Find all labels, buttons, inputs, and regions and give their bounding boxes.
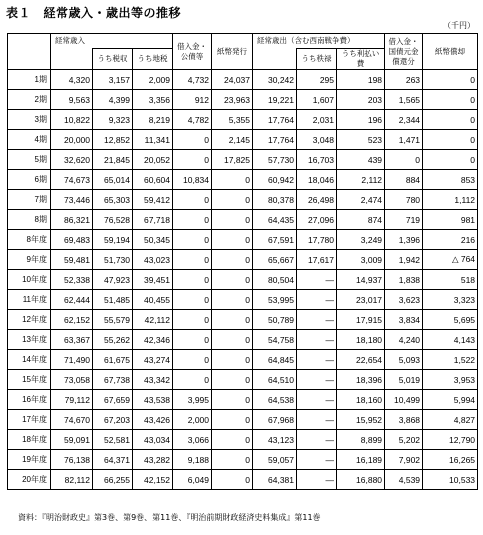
value-cell: 5,355 xyxy=(212,110,253,130)
value-cell: 17,780 xyxy=(297,230,337,250)
value-cell: 52,581 xyxy=(93,430,133,450)
value-cell: 10,533 xyxy=(423,470,478,490)
value-cell: 32,620 xyxy=(51,150,93,170)
value-cell: 981 xyxy=(423,210,478,230)
value-cell: 4,539 xyxy=(385,470,423,490)
tax-subheader: うち税収 xyxy=(93,49,133,70)
table-row xyxy=(8,70,478,90)
unit-label: （千円） xyxy=(443,21,475,30)
value-cell: 64,371 xyxy=(93,450,133,470)
value-cell: 18,180 xyxy=(337,330,385,350)
value-cell: 40,455 xyxy=(133,290,173,310)
period-cell: 4期 xyxy=(8,130,51,150)
value-cell: 874 xyxy=(337,210,385,230)
value-cell: 1,607 xyxy=(297,90,337,110)
value-cell: 198 xyxy=(337,70,385,90)
table-row xyxy=(8,90,478,110)
period-cell: 10年度 xyxy=(8,270,51,290)
table-row xyxy=(8,130,478,150)
value-cell: 15,952 xyxy=(337,410,385,430)
value-cell: 42,346 xyxy=(133,330,173,350)
value-cell: 0 xyxy=(212,470,253,490)
value-cell: 0 xyxy=(173,370,212,390)
value-cell: 61,675 xyxy=(93,350,133,370)
value-cell: 51,485 xyxy=(93,290,133,310)
value-cell: — xyxy=(297,390,337,410)
value-cell: 59,057 xyxy=(253,450,297,470)
value-cell: 69,483 xyxy=(51,230,93,250)
table-row xyxy=(8,430,478,450)
value-cell: 0 xyxy=(212,170,253,190)
value-cell: 853 xyxy=(423,170,478,190)
value-cell: 0 xyxy=(173,290,212,310)
value-cell: 518 xyxy=(423,270,478,290)
value-cell: 65,667 xyxy=(253,250,297,270)
value-cell: 65,014 xyxy=(93,170,133,190)
value-cell: 67,591 xyxy=(253,230,297,250)
fiscal-table xyxy=(7,33,478,490)
value-cell: 0 xyxy=(212,350,253,370)
value-cell: 65,303 xyxy=(93,190,133,210)
value-cell: 1,942 xyxy=(385,250,423,270)
value-cell: 0 xyxy=(212,450,253,470)
value-cell: 2,000 xyxy=(173,410,212,430)
value-cell: 64,538 xyxy=(253,390,297,410)
table-row xyxy=(8,190,478,210)
value-cell: 0 xyxy=(173,350,212,370)
value-cell: 1,565 xyxy=(385,90,423,110)
value-cell: 3,995 xyxy=(173,390,212,410)
value-cell: 196 xyxy=(337,110,385,130)
value-cell: 43,282 xyxy=(133,450,173,470)
period-cell: 14年度 xyxy=(8,350,51,370)
value-cell: 59,091 xyxy=(51,430,93,450)
value-cell: 5,019 xyxy=(385,370,423,390)
revenue-total-subheader xyxy=(51,49,93,70)
expenditure-header: 経常歳出（含む西南戦争費） xyxy=(253,34,385,49)
value-cell: 73,446 xyxy=(51,190,93,210)
value-cell: 67,659 xyxy=(93,390,133,410)
table-row xyxy=(8,230,478,250)
period-cell: 17年度 xyxy=(8,410,51,430)
value-cell: 884 xyxy=(385,170,423,190)
value-cell: 8,219 xyxy=(133,110,173,130)
table-title: 表１ 経常歳入・歳出等の推移 xyxy=(6,6,182,20)
value-cell: 5,093 xyxy=(385,350,423,370)
value-cell: 30,242 xyxy=(253,70,297,90)
value-cell: 80,504 xyxy=(253,270,297,290)
value-cell: 4,732 xyxy=(173,70,212,90)
value-cell: 64,435 xyxy=(253,210,297,230)
value-cell: 16,880 xyxy=(337,470,385,490)
value-cell: 52,338 xyxy=(51,270,93,290)
value-cell: 73,058 xyxy=(51,370,93,390)
value-cell: 43,123 xyxy=(253,430,297,450)
value-cell: 67,203 xyxy=(93,410,133,430)
value-cell: — xyxy=(297,310,337,330)
value-cell: 203 xyxy=(337,90,385,110)
value-cell: 0 xyxy=(173,150,212,170)
value-cell: 23,963 xyxy=(212,90,253,110)
value-cell: △ 764 xyxy=(423,250,478,270)
period-cell: 18年度 xyxy=(8,430,51,450)
value-cell: 0 xyxy=(212,210,253,230)
period-cell: 20年度 xyxy=(8,470,51,490)
value-cell: 0 xyxy=(212,270,253,290)
table-row xyxy=(8,450,478,470)
value-cell: 16,265 xyxy=(423,450,478,470)
value-cell: — xyxy=(297,270,337,290)
value-cell: 17,825 xyxy=(212,150,253,170)
value-cell: 50,789 xyxy=(253,310,297,330)
value-cell: 17,764 xyxy=(253,130,297,150)
value-cell: 0 xyxy=(173,210,212,230)
value-cell: 7,902 xyxy=(385,450,423,470)
value-cell: 3,157 xyxy=(93,70,133,90)
value-cell: 912 xyxy=(173,90,212,110)
value-cell: 3,249 xyxy=(337,230,385,250)
value-cell: 50,345 xyxy=(133,230,173,250)
value-cell: 3,834 xyxy=(385,310,423,330)
value-cell: 0 xyxy=(423,150,478,170)
value-cell: 43,274 xyxy=(133,350,173,370)
value-cell: 16,703 xyxy=(297,150,337,170)
value-cell: 2,031 xyxy=(297,110,337,130)
value-cell: 55,579 xyxy=(93,310,133,330)
value-cell: 439 xyxy=(337,150,385,170)
period-cell: 6期 xyxy=(8,170,51,190)
value-cell: 0 xyxy=(212,290,253,310)
value-cell: 67,968 xyxy=(253,410,297,430)
value-cell: 2,112 xyxy=(337,170,385,190)
value-cell: 43,426 xyxy=(133,410,173,430)
table-row xyxy=(8,370,478,390)
value-cell: 0 xyxy=(212,430,253,450)
value-cell: 0 xyxy=(212,390,253,410)
value-cell: 43,538 xyxy=(133,390,173,410)
value-cell: 8,899 xyxy=(337,430,385,450)
value-cell: — xyxy=(297,290,337,310)
value-cell: 3,323 xyxy=(423,290,478,310)
value-cell: — xyxy=(297,430,337,450)
source-note: 資料：『明治財政史』第3巻、第9巻、第11巻、『明治前期財政経済史料集成』第11巻 xyxy=(18,513,321,522)
stipend-subheader: うち秩禄 xyxy=(297,49,337,70)
period-header xyxy=(8,34,51,70)
table-row xyxy=(8,410,478,430)
table-row xyxy=(8,150,478,170)
value-cell: 0 xyxy=(212,190,253,210)
period-cell: 12年度 xyxy=(8,310,51,330)
table-row xyxy=(8,270,478,290)
value-cell: 26,498 xyxy=(297,190,337,210)
value-cell: 4,782 xyxy=(173,110,212,130)
value-cell: 216 xyxy=(423,230,478,250)
value-cell: 5,202 xyxy=(385,430,423,450)
value-cell: 0 xyxy=(423,130,478,150)
value-cell: 9,323 xyxy=(93,110,133,130)
value-cell: 19,221 xyxy=(253,90,297,110)
period-cell: 16年度 xyxy=(8,390,51,410)
period-cell: 9年度 xyxy=(8,250,51,270)
value-cell: 14,937 xyxy=(337,270,385,290)
value-cell: 0 xyxy=(423,90,478,110)
value-cell: 3,066 xyxy=(173,430,212,450)
value-cell: 21,845 xyxy=(93,150,133,170)
value-cell: 67,738 xyxy=(93,370,133,390)
value-cell: 64,510 xyxy=(253,370,297,390)
value-cell: 53,995 xyxy=(253,290,297,310)
value-cell: 74,670 xyxy=(51,410,93,430)
value-cell: 0 xyxy=(212,330,253,350)
value-cell: 719 xyxy=(385,210,423,230)
value-cell: 5,695 xyxy=(423,310,478,330)
period-cell: 5期 xyxy=(8,150,51,170)
value-cell: 79,112 xyxy=(51,390,93,410)
value-cell: 4,240 xyxy=(385,330,423,350)
value-cell: 23,017 xyxy=(337,290,385,310)
value-cell: — xyxy=(297,370,337,390)
value-cell: 39,451 xyxy=(133,270,173,290)
value-cell: 3,048 xyxy=(297,130,337,150)
period-cell: 2期 xyxy=(8,90,51,110)
value-cell: 0 xyxy=(173,310,212,330)
table-row xyxy=(8,110,478,130)
borrowing-header: 借入金・公債等 xyxy=(173,34,212,70)
value-cell: — xyxy=(297,450,337,470)
value-cell: 20,000 xyxy=(51,130,93,150)
period-cell: 13年度 xyxy=(8,330,51,350)
value-cell: 0 xyxy=(212,230,253,250)
value-cell: 18,160 xyxy=(337,390,385,410)
table-row xyxy=(8,330,478,350)
value-cell: 1,471 xyxy=(385,130,423,150)
value-cell: 2,009 xyxy=(133,70,173,90)
value-cell: 0 xyxy=(423,70,478,90)
value-cell: 4,827 xyxy=(423,410,478,430)
value-cell: 0 xyxy=(212,410,253,430)
value-cell: 80,378 xyxy=(253,190,297,210)
value-cell: 0 xyxy=(173,230,212,250)
value-cell: 17,617 xyxy=(297,250,337,270)
value-cell: 16,189 xyxy=(337,450,385,470)
value-cell: 263 xyxy=(385,70,423,90)
table-row xyxy=(8,210,478,230)
value-cell: 42,152 xyxy=(133,470,173,490)
value-cell: 54,758 xyxy=(253,330,297,350)
value-cell: 9,563 xyxy=(51,90,93,110)
value-cell: 1,522 xyxy=(423,350,478,370)
table-row xyxy=(8,350,478,370)
value-cell: 4,399 xyxy=(93,90,133,110)
value-cell: 2,344 xyxy=(385,110,423,130)
value-cell: 6,049 xyxy=(173,470,212,490)
value-cell: 59,194 xyxy=(93,230,133,250)
value-cell: 59,481 xyxy=(51,250,93,270)
value-cell: 12,852 xyxy=(93,130,133,150)
value-cell: 5,994 xyxy=(423,390,478,410)
value-cell: 62,152 xyxy=(51,310,93,330)
value-cell: 3,623 xyxy=(385,290,423,310)
value-cell: 18,396 xyxy=(337,370,385,390)
value-cell: 24,037 xyxy=(212,70,253,90)
value-cell: 4,320 xyxy=(51,70,93,90)
value-cell: 42,112 xyxy=(133,310,173,330)
value-cell: 86,321 xyxy=(51,210,93,230)
value-cell: 3,009 xyxy=(337,250,385,270)
value-cell: 523 xyxy=(337,130,385,150)
value-cell: 11,341 xyxy=(133,130,173,150)
period-cell: 3期 xyxy=(8,110,51,130)
table-row xyxy=(8,390,478,410)
value-cell: 1,396 xyxy=(385,230,423,250)
value-cell: 4,143 xyxy=(423,330,478,350)
table-row xyxy=(8,170,478,190)
value-cell: — xyxy=(297,350,337,370)
expenditure-total-subheader xyxy=(253,49,297,70)
value-cell: 18,046 xyxy=(297,170,337,190)
paper-money-header: 紙幣発行 xyxy=(212,34,253,70)
period-cell: 1期 xyxy=(8,70,51,90)
value-cell: 10,499 xyxy=(385,390,423,410)
value-cell: 780 xyxy=(385,190,423,210)
period-cell: 8年度 xyxy=(8,230,51,250)
value-cell: 17,764 xyxy=(253,110,297,130)
value-cell: 0 xyxy=(212,370,253,390)
value-cell: 12,790 xyxy=(423,430,478,450)
value-cell: 3,356 xyxy=(133,90,173,110)
value-cell: 0 xyxy=(173,270,212,290)
value-cell: 74,673 xyxy=(51,170,93,190)
revenue-header: 経常歳入 xyxy=(51,34,173,49)
period-cell: 11年度 xyxy=(8,290,51,310)
value-cell: 51,730 xyxy=(93,250,133,270)
value-cell: 66,255 xyxy=(93,470,133,490)
value-cell: 0 xyxy=(173,130,212,150)
value-cell: 0 xyxy=(173,250,212,270)
value-cell: 62,444 xyxy=(51,290,93,310)
period-cell: 19年度 xyxy=(8,450,51,470)
value-cell: 0 xyxy=(423,110,478,130)
value-cell: 60,604 xyxy=(133,170,173,190)
value-cell: 27,096 xyxy=(297,210,337,230)
value-cell: 0 xyxy=(173,190,212,210)
value-cell: 63,367 xyxy=(51,330,93,350)
paper-redemption-header: 紙幣償却 xyxy=(423,34,478,70)
value-cell: 17,915 xyxy=(337,310,385,330)
value-cell: 0 xyxy=(212,310,253,330)
value-cell: 43,342 xyxy=(133,370,173,390)
value-cell: 60,942 xyxy=(253,170,297,190)
table-row xyxy=(8,310,478,330)
period-cell: 15年度 xyxy=(8,370,51,390)
table-row xyxy=(8,250,478,270)
value-cell: 0 xyxy=(385,150,423,170)
value-cell: 3,868 xyxy=(385,410,423,430)
value-cell: 0 xyxy=(173,330,212,350)
value-cell: 20,052 xyxy=(133,150,173,170)
value-cell: 9,188 xyxy=(173,450,212,470)
value-cell: 57,730 xyxy=(253,150,297,170)
value-cell: 10,822 xyxy=(51,110,93,130)
land-tax-subheader: うち地税 xyxy=(133,49,173,70)
value-cell: 71,490 xyxy=(51,350,93,370)
value-cell: 2,145 xyxy=(212,130,253,150)
value-cell: 43,034 xyxy=(133,430,173,450)
table-row xyxy=(8,470,478,490)
value-cell: 295 xyxy=(297,70,337,90)
value-cell: 3,953 xyxy=(423,370,478,390)
value-cell: 82,112 xyxy=(51,470,93,490)
value-cell: 76,138 xyxy=(51,450,93,470)
value-cell: — xyxy=(297,330,337,350)
period-cell: 8期 xyxy=(8,210,51,230)
value-cell: 2,474 xyxy=(337,190,385,210)
value-cell: 67,718 xyxy=(133,210,173,230)
value-cell: 76,528 xyxy=(93,210,133,230)
value-cell: 59,412 xyxy=(133,190,173,210)
value-cell: 1,112 xyxy=(423,190,478,210)
value-cell: 10,834 xyxy=(173,170,212,190)
value-cell: 47,923 xyxy=(93,270,133,290)
value-cell: 64,845 xyxy=(253,350,297,370)
value-cell: 0 xyxy=(212,250,253,270)
value-cell: 64,381 xyxy=(253,470,297,490)
value-cell: 43,023 xyxy=(133,250,173,270)
interest-subheader: うち利払い費 xyxy=(337,49,385,70)
value-cell: — xyxy=(297,470,337,490)
table-row xyxy=(8,290,478,310)
value-cell: — xyxy=(297,410,337,430)
value-cell: 55,262 xyxy=(93,330,133,350)
value-cell: 22,654 xyxy=(337,350,385,370)
repayment-header: 借入金・国債元金償還分 xyxy=(385,34,423,70)
period-cell: 7期 xyxy=(8,190,51,210)
value-cell: 1,838 xyxy=(385,270,423,290)
